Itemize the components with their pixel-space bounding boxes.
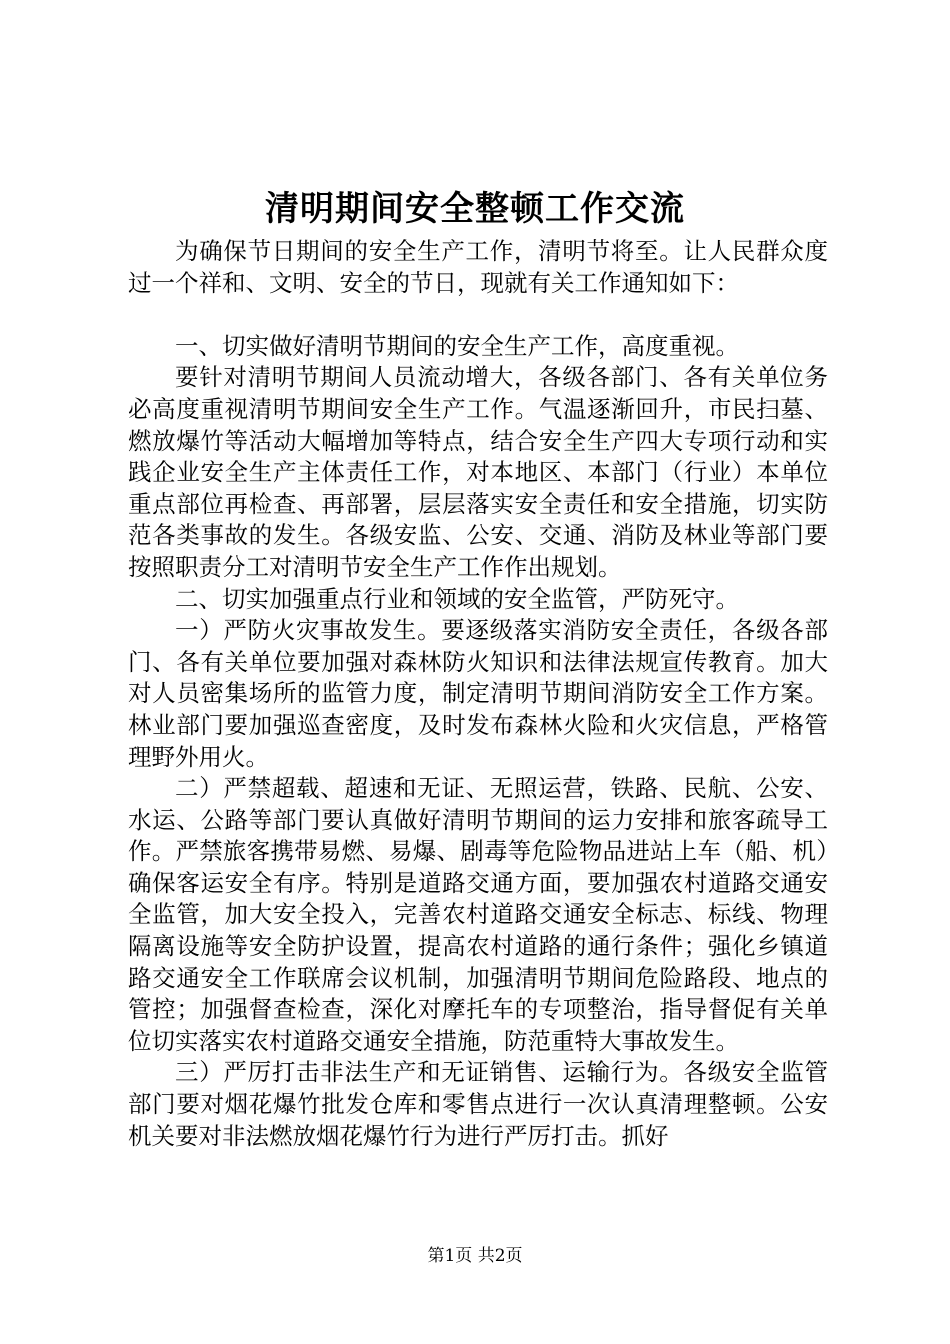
intro-paragraph: 为确保节日期间的安全生产工作，清明节将至。让人民群众度过一个祥和、文明、安全的节日，现就有关工作通知如下： [128,237,828,297]
subsection-2-paragraph: 二）严禁超载、超速和无证、无照运营，铁路、民航、公安、水运、公路等部门要认真做好清明节期间的运力安排和旅客疏导工作。严禁旅客携带易燃、易爆、剧毒等危险物品进站上车（船、机）确保客运安全有序。特别是道路交通方面，要加强农村道路交通安全监管，加大安全投入，完善农村道路交通安全标志、标线、物理隔离设施等安全防护设置，提高农村道路的通行条件；强化乡镇道路交通安全工作联席会议机制，加强清明节期间危险路段、地点的管控；加强督查检查，深化对摩托车的专项整治，指导督促有关单位切实落实农村道路交通安全措施，防范重特大事故发生。 [128,774,828,1055]
subsection-3-paragraph: 三）严厉打击非法生产和无证销售、运输行为。各级安全监管部门要对烟花爆竹批发仓库和零售点进行一次认真清理整顿。公安机关要对非法燃放烟花爆竹行为进行严厉打击。抓好 [128,1058,828,1150]
section-1-paragraph: 要针对清明节期间人员流动增大，各级各部门、各有关单位务必高度重视清明节期间安全生产工作。气温逐渐回升，市民扫墓、燃放爆竹等活动大幅增加等特点，结合安全生产四大专项行动和实践企业安全生产主体责任工作，对本地区、本部门（行业）本单位重点部位再检查、再部署，层层落实安全责任和安全措施，切实防范各类事故的发生。各级安监、公安、交通、消防及林业等部门要按照职责分工对清明节安全生产工作作出规划。 [128,363,828,581]
section-heading-2: 二、切实加强重点行业和领域的安全监管，严防死守。 [175,584,739,613]
page-footer: 第1页 共2页 [427,1246,523,1266]
subsection-1-paragraph: 一）严防火灾事故发生。要逐级落实消防安全责任，各级各部门、各有关单位要加强对森林防火知识和法律法规宣传教育。加大对人员密集场所的监管力度，制定清明节期间消防安全工作方案。林业部门要加强巡查密度，及时发布森林火险和火灾信息，严格管理野外用火。 [128,616,828,771]
section-heading-1: 一、切实做好清明节期间的安全生产工作，高度重视。 [175,331,739,360]
document-title: 清明期间安全整顿工作交流 [265,189,685,229]
document-body [128,236,828,1152]
